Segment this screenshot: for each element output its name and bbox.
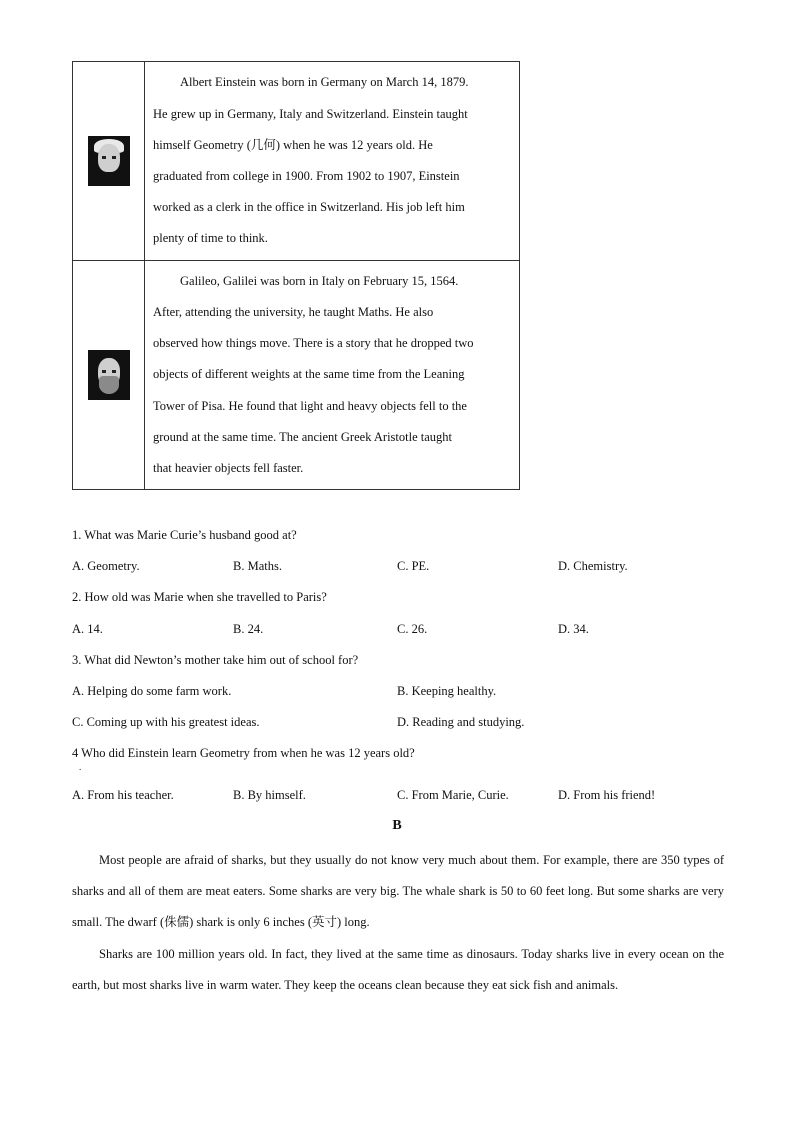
galileo-portrait-icon <box>88 350 130 400</box>
bio-line: himself Geometry (几何) when he was 12 years old. He <box>153 137 433 152</box>
biography-table <box>72 61 520 490</box>
question-1-option-a: A. Geometry. <box>72 559 140 573</box>
question-4-option-b: B. By himself. <box>233 788 306 802</box>
question-2-option-b: B. 24. <box>233 622 264 636</box>
question-1-stem: 1. What was Marie Curie’s husband good at? <box>72 528 297 542</box>
table-row <box>73 62 520 261</box>
einstein-bio <box>145 62 520 261</box>
bio-line: Albert Einstein was born in Germany on March 14, 1879. <box>180 75 469 90</box>
bio-line: ground at the same time. The ancient Greek Aristotle taught <box>153 429 452 444</box>
bio-line: objects of different weights at the same time from the Leaning <box>153 367 465 382</box>
passage-paragraph: Most people are afraid of sharks, but they usually do not know very much about them. For example, there are 350 types of sharks and all of them are meat eaters. Some sharks are very big. The whale shark is 50 to 60 feet long. But some sharks are very small. The dwarf (侏儒) shark is only 6 inches (英寸) long. <box>72 853 724 930</box>
bio-line: graduated from college in 1900. From 1902 to 1907, Einstein <box>153 169 460 183</box>
bio-line: After, attending the university, he taught Maths. He also <box>153 304 434 319</box>
question-4-option-a: A. From his teacher. <box>72 788 174 802</box>
question-4-option-c: C. From Marie, Curie. <box>397 788 509 802</box>
passage-paragraph: Sharks are 100 million years old. In fact, they lived at the same time as dinosaurs. Today sharks live in every ocean on the earth, but most sharks live in warm water. They keep the oceans clean because they eat sick fish and animals. <box>72 946 724 992</box>
question-1-option-b: B. Maths. <box>233 559 282 573</box>
section-b-heading: B <box>392 818 402 833</box>
question-3-option-d: D. Reading and studying. <box>397 715 525 729</box>
einstein-portrait-icon <box>88 136 130 186</box>
table-row <box>73 261 520 490</box>
question-2-stem: 2. How old was Marie when she travelled to Paris? <box>72 590 327 604</box>
bio-line: plenty of time to think. <box>153 231 268 246</box>
question-4-stem: 4 Who did Einstein learn Geometry from when he was 12 years old? <box>72 746 415 760</box>
question-2-option-a: A. 14. <box>72 622 103 636</box>
bio-line: He grew up in Germany, Italy and Switzerland. Einstein taught <box>153 106 468 121</box>
question-1-option-d: D. Chemistry. <box>558 559 628 573</box>
portrait-cell <box>73 62 145 261</box>
question-2-option-c: C. 26. <box>397 622 428 636</box>
bio-line: observed how things move. There is a story that he dropped two <box>153 336 474 351</box>
bio-line: Galileo, Galilei was born in Italy on February 15, 1564. <box>180 273 459 288</box>
bio-line: Tower of Pisa. He found that light and heavy objects fell to the <box>153 398 467 413</box>
question-4-mark: . <box>79 762 82 772</box>
section-b-passage <box>72 845 724 1001</box>
question-4-option-d: D. From his friend! <box>558 788 656 802</box>
question-2-option-d: D. 34. <box>558 622 589 636</box>
question-3-option-b: B. Keeping healthy. <box>397 684 497 698</box>
bio-line: that heavier objects fell faster. <box>153 461 304 475</box>
question-3-option-c: C. Coming up with his greatest ideas. <box>72 715 260 729</box>
galileo-bio <box>145 261 520 490</box>
bio-line: worked as a clerk in the office in Switzerland. His job left him <box>153 200 465 215</box>
question-3-stem: 3. What did Newton’s mother take him out of school for? <box>72 653 359 667</box>
question-1-option-c: C. PE. <box>397 559 430 573</box>
portrait-cell <box>73 261 145 490</box>
question-3-option-a: A. Helping do some farm work. <box>72 684 232 698</box>
